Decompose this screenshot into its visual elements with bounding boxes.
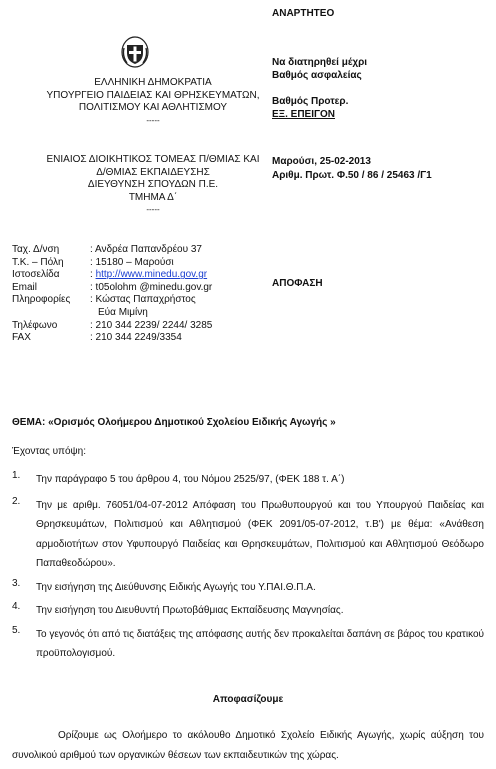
contact-value: : 15180 – Μαρούσι xyxy=(90,256,174,268)
issuer-ministry-2: ΠΟΛΙΤΙΣΜΟΥ ΚΑΙ ΑΘΛΗΤΙΣΜΟΥ xyxy=(78,102,228,113)
unit-line-3: ΔΙΕΥΘΥΝΣΗ ΣΠΟΥΔΩΝ Π.Ε. xyxy=(87,179,219,190)
list-item-text: Την με αριθμ. 76051/04-07-2012 Απόφαση του Πρωθυπουργού και του Υπουργού Παιδείας και Θρησκευμάτων, Πολιτισμού και Αθλητισμού (ΦΕΚ 2091/05-07-2012, τ.Β') με θέμα: «Ανάθεση αρμοδιοτήτων στον Υφυπουργό Παιδείας και Θρησκευμάτων, Πολιτισμού και Αθλητισμού Θεόδωρο Παπαθεοδώρου». xyxy=(36,499,484,569)
list-item xyxy=(12,496,484,574)
considering-label: Έχοντας υπόψη: xyxy=(12,446,86,457)
final-paragraph: Ορίζουμε ως Ολοήμερο το ακόλουθο Δημοτικό Σχολείο Ειδικής Αγωγής, χωρίς αύξηση του συνολικού αριθμού των οργανικών θέσεων των εκπαιδευτικών της χώρας. xyxy=(12,730,484,761)
contact-label: Email xyxy=(12,281,38,293)
contact-value: : 210 344 2249/3354 xyxy=(90,332,182,344)
issuer-separator: ----- xyxy=(146,115,160,125)
contact-row-info-2 xyxy=(12,307,258,320)
document-date: Μαρούσι, 25-02-2013 xyxy=(272,156,371,167)
list-item-text: Την παράγραφο 5 του άρθρου 4, του Νόμου 2525/97, (ΦΕΚ 188 τ. Α΄) xyxy=(36,474,345,485)
contact-row-postcode xyxy=(12,257,258,270)
protocol-number: Αριθμ. Πρωτ. Φ.50 / 86 / 25463 /Γ1 xyxy=(272,170,432,181)
contact-label: Ταχ. Δ/νση xyxy=(12,244,60,255)
priority-label: Βαθμός Προτερ. xyxy=(272,96,349,107)
priority-value: ΕΞ. ΕΠΕΙΓΟΝ xyxy=(272,109,336,120)
contact-label xyxy=(12,307,90,320)
list-item xyxy=(12,601,484,621)
contact-value: : Κώστας Παπαχρήστος xyxy=(90,294,196,306)
considerations-list xyxy=(12,470,484,664)
list-item xyxy=(12,578,484,598)
unit-block xyxy=(38,154,268,217)
contact-row-email xyxy=(12,282,258,295)
website-link[interactable]: http://www.minedu.gov.gr xyxy=(95,269,208,281)
security-level: Βαθμός ασφαλείας xyxy=(272,70,362,81)
decide-heading: Αποφασίζουμε xyxy=(212,694,284,705)
retain-until: Να διατηρηθεί μέχρι xyxy=(272,57,368,68)
list-item-number: 5. xyxy=(12,624,21,636)
posted-label: ΑΝΑΡΤΗΤΕΟ xyxy=(272,8,335,19)
contact-row-address xyxy=(12,244,258,257)
list-item-number: 4. xyxy=(12,601,21,612)
list-item xyxy=(12,625,484,664)
contact-label: FAX xyxy=(12,332,31,344)
list-item-number: 2. xyxy=(12,495,21,507)
list-item-text: Το γεγονός ότι από τις διατάξεις της απόφασης αυτής δεν προκαλείται δαπάνη σε βάρος του κρατικού προϋπολογισμού. xyxy=(36,628,484,659)
contact-row-fax xyxy=(12,332,258,345)
contact-label: Πληροφορίες xyxy=(12,294,71,306)
subject-line: ΘΕΜΑ: «Ορισμός Ολοήμερου Δημοτικού Σχολείου Ειδικής Αγωγής » xyxy=(12,417,336,428)
contact-label: Τηλέφωνο xyxy=(12,319,58,331)
contact-value: : 210 344 2239/ 2244/ 3285 xyxy=(90,319,213,331)
list-item-text: Την εισήγηση της Διεύθυνσης Ειδικής Αγωγής του Υ.ΠΑΙ.Θ.Π.Α. xyxy=(36,581,316,593)
list-item-number: 3. xyxy=(12,577,21,589)
coat-of-arms-icon xyxy=(121,36,149,68)
contact-row-info xyxy=(12,294,258,307)
list-item-text: Την εισήγηση του Διευθυντή Πρωτοβάθμιας Εκπαίδευσης Μαγνησίας. xyxy=(36,605,344,616)
contact-label: Τ.Κ. – Πόλη xyxy=(12,256,64,268)
decision-title: ΑΠΟΦΑΣΗ xyxy=(272,278,323,289)
list-item-number: 1. xyxy=(12,470,21,481)
contact-details xyxy=(12,244,258,345)
unit-separator: ----- xyxy=(146,205,160,214)
greek-emblem xyxy=(121,36,149,68)
unit-line-4: ΤΜΗΜΑ Δ΄ xyxy=(128,191,178,203)
website-prefix: : xyxy=(90,269,96,281)
contact-label: Ιστοσελίδα xyxy=(12,269,60,281)
issuer-republic: ΕΛΛΗΝΙΚΗ ΔΗΜΟΚΡΑΤΙΑ xyxy=(94,77,212,88)
contact-value: : Ανδρέα Παπανδρέου 37 xyxy=(90,244,202,255)
contact-row-phone xyxy=(12,320,258,333)
issuer-block xyxy=(38,77,268,127)
contact-row-website xyxy=(12,269,258,282)
unit-line-1: ΕΝΙΑΙΟΣ ΔΙΟΙΚΗΤΙΚΟΣ ΤΟΜΕΑΣ Π/ΘΜΙΑΣ ΚΑΙ xyxy=(46,154,260,165)
issuer-ministry: ΥΠΟΥΡΓΕΙΟ ΠΑΙΔΕΙΑΣ ΚΑΙ ΘΡΗΣΚΕΥΜΑΤΩΝ, xyxy=(46,89,260,101)
contact-value: Εύα Μιμίνη xyxy=(98,306,148,318)
contact-value: : t05olohm @minedu.gov.gr xyxy=(90,281,213,293)
unit-line-2: Δ/ΘΜΙΑΣ ΕΚΠΑΙΔΕΥΣΗΣ xyxy=(96,166,210,178)
list-item xyxy=(12,470,484,490)
contact-value xyxy=(90,269,250,282)
